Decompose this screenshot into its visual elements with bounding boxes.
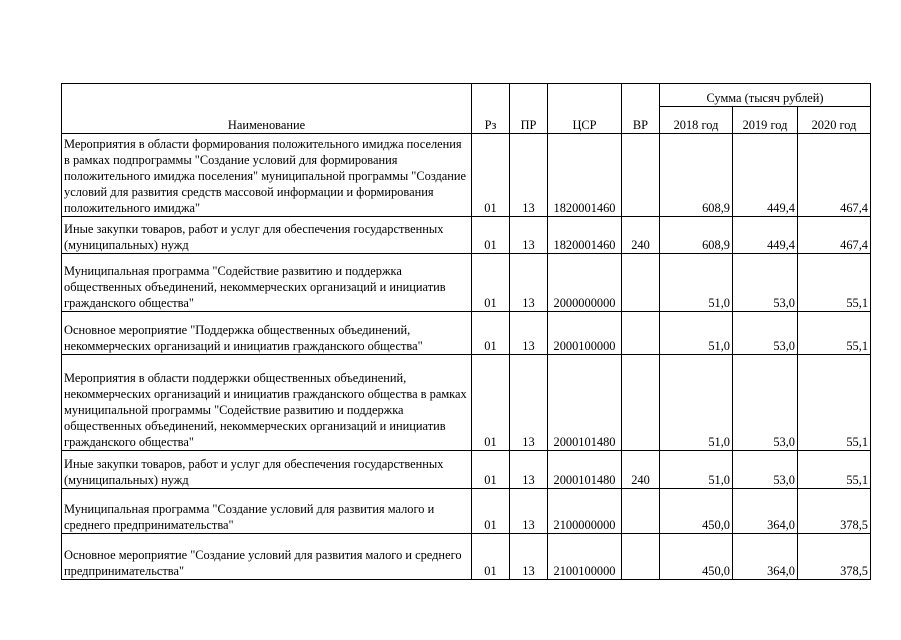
- col-header-2018: 2018 год: [660, 107, 733, 134]
- row-2020: 378,5: [798, 534, 871, 580]
- col-header-rz: Рз: [472, 84, 510, 134]
- row-rz: 01: [472, 254, 510, 312]
- row-2019: 449,4: [733, 134, 798, 217]
- row-2019: 364,0: [733, 534, 798, 580]
- row-2020: 467,4: [798, 217, 871, 254]
- row-2019: 53,0: [733, 254, 798, 312]
- row-2019: 53,0: [733, 355, 798, 451]
- table-row: [62, 312, 871, 355]
- row-vr: [622, 534, 660, 580]
- row-2018: 51,0: [660, 451, 733, 489]
- row-name: Основное мероприятие "Поддержка общественных объединений, некоммерческих организаций и инициатив гражданского общества": [62, 312, 472, 355]
- table-row: [62, 134, 871, 217]
- row-name: Иные закупки товаров, работ и услуг для обеспечения государственных (муниципальных) нужд: [62, 217, 472, 254]
- row-vr: 240: [622, 217, 660, 254]
- row-csr: 2000000000: [548, 254, 622, 312]
- row-name: Основное мероприятие "Создание условий для развития малого и среднего предпринимательства": [62, 534, 472, 580]
- row-2020: 378,5: [798, 489, 871, 534]
- row-rz: 01: [472, 134, 510, 217]
- row-2020: 55,1: [798, 355, 871, 451]
- row-2018: 51,0: [660, 312, 733, 355]
- table-row: [62, 254, 871, 312]
- row-vr: [622, 312, 660, 355]
- row-vr: [622, 254, 660, 312]
- row-name: Мероприятия в области поддержки общественных объединений, некоммерческих организаций и инициатив гражданского общества в рамках муниципальной программы "Содействие развитию и поддержка общественных объединений, некоммерческих организаций и инициатив гражданского общества": [62, 355, 472, 451]
- row-2019: 53,0: [733, 312, 798, 355]
- table-row: [62, 355, 871, 451]
- row-rz: 01: [472, 312, 510, 355]
- row-csr: 2000100000: [548, 312, 622, 355]
- col-header-name: Наименование: [62, 84, 472, 134]
- row-pr: 13: [510, 312, 548, 355]
- row-csr: 2000101480: [548, 355, 622, 451]
- row-rz: 01: [472, 355, 510, 451]
- row-2019: 364,0: [733, 489, 798, 534]
- row-2020: 55,1: [798, 312, 871, 355]
- row-2020: 467,4: [798, 134, 871, 217]
- row-name: Иные закупки товаров, работ и услуг для обеспечения государственных (муниципальных) нужд: [62, 451, 472, 489]
- row-2018: 51,0: [660, 355, 733, 451]
- header-row-top: [62, 84, 871, 107]
- row-2019: 449,4: [733, 217, 798, 254]
- row-pr: 13: [510, 489, 548, 534]
- row-vr: [622, 134, 660, 217]
- row-pr: 13: [510, 534, 548, 580]
- row-pr: 13: [510, 134, 548, 217]
- col-header-sum: Сумма (тысяч рублей): [660, 84, 871, 107]
- row-2020: 55,1: [798, 254, 871, 312]
- row-name: Муниципальная программа "Создание условий для развития малого и среднего предпринимательства": [62, 489, 472, 534]
- row-vr: [622, 489, 660, 534]
- row-2019: 53,0: [733, 451, 798, 489]
- row-csr: 2100000000: [548, 489, 622, 534]
- col-header-2020: 2020 год: [798, 107, 871, 134]
- table-row: [62, 534, 871, 580]
- row-2018: 608,9: [660, 134, 733, 217]
- row-csr: 2100100000: [548, 534, 622, 580]
- col-header-csr: ЦСР: [548, 84, 622, 134]
- table-row: [62, 451, 871, 489]
- row-rz: 01: [472, 451, 510, 489]
- row-pr: 13: [510, 254, 548, 312]
- row-vr: [622, 355, 660, 451]
- col-header-pr: ПР: [510, 84, 548, 134]
- row-rz: 01: [472, 489, 510, 534]
- row-name: Муниципальная программа "Содействие развитию и поддержка общественных объединений, некоммерческих организаций и инициатив гражданского общества": [62, 254, 472, 312]
- row-rz: 01: [472, 217, 510, 254]
- row-csr: 1820001460: [548, 217, 622, 254]
- table-row: [62, 217, 871, 254]
- row-2018: 51,0: [660, 254, 733, 312]
- row-2018: 608,9: [660, 217, 733, 254]
- table-row: [62, 489, 871, 534]
- row-pr: 13: [510, 217, 548, 254]
- row-2020: 55,1: [798, 451, 871, 489]
- row-vr: 240: [622, 451, 660, 489]
- col-header-vr: ВР: [622, 84, 660, 134]
- row-name: Мероприятия в области формирования положительного имиджа поселения в рамках подпрограммы "Создание условий для формирования положительного имиджа поселения" муниципальной программы "Создание условий для развития средств массовой информации и формирования положительного имиджа": [62, 134, 472, 217]
- row-rz: 01: [472, 534, 510, 580]
- row-csr: 2000101480: [548, 451, 622, 489]
- row-2018: 450,0: [660, 534, 733, 580]
- row-pr: 13: [510, 355, 548, 451]
- row-2018: 450,0: [660, 489, 733, 534]
- budget-table: [61, 83, 871, 580]
- col-header-2019: 2019 год: [733, 107, 798, 134]
- row-csr: 1820001460: [548, 134, 622, 217]
- row-pr: 13: [510, 451, 548, 489]
